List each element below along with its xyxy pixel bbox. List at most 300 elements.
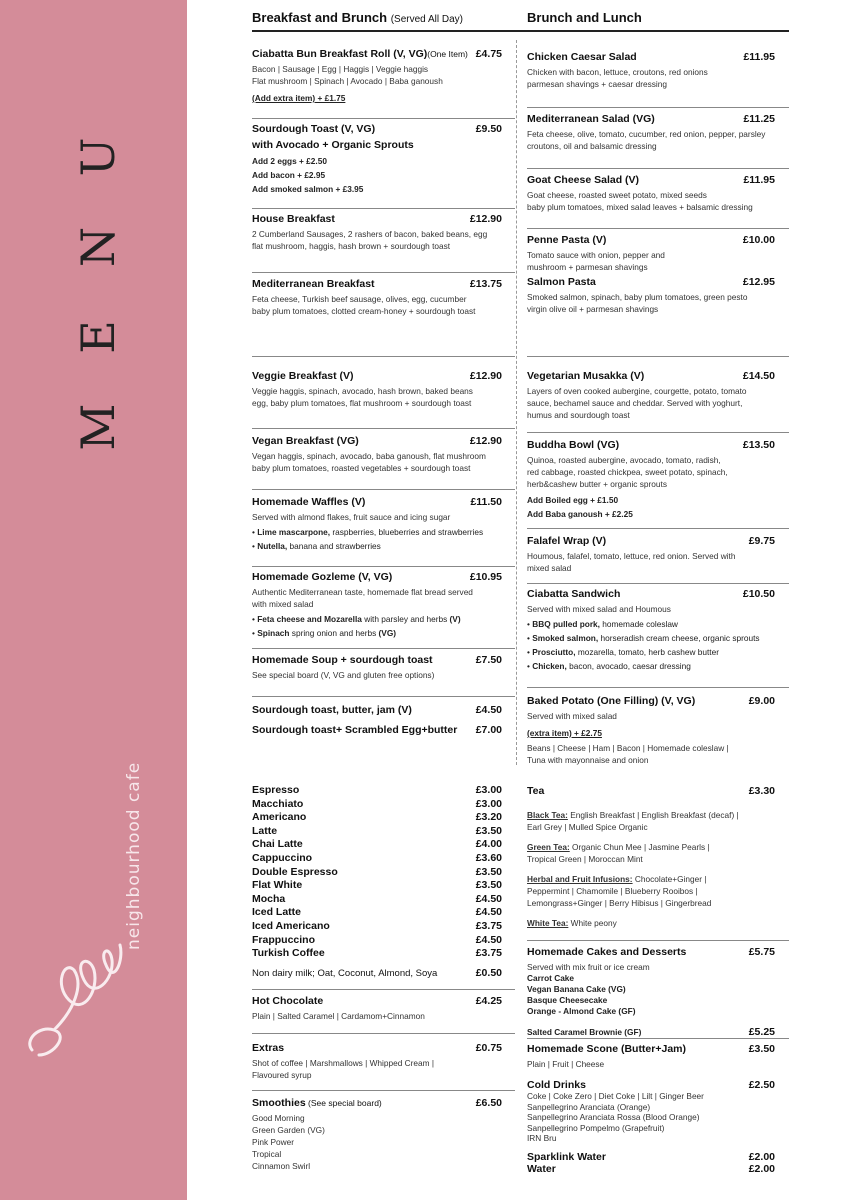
cake-name: Vegan Banana Cake (VG) [527,984,626,994]
menu-item-name: Goat Cheese Salad (V) [527,174,640,186]
menu-item-name: Sourdough Toast (V, VG) [252,123,376,135]
coffee-price: £3.50 [475,824,502,837]
menu-option-name: Prosciutto, [532,647,576,657]
menu-item-header [527,695,775,707]
tea-line [527,917,775,929]
menu-item-name: Penne Pasta (V) [527,234,607,246]
coffee-price: £3.50 [475,879,502,892]
menu-item-header [527,370,775,382]
menu-item-header [527,51,775,63]
menu-item-name: Extras [252,1042,285,1054]
menu-item [527,174,775,213]
menu-item-name: Homemade Soup + sourdough toast [252,654,433,666]
coffee-row [252,838,502,852]
menu-item-price: £0.75 [475,1042,502,1054]
tea-line: Tropical Green | Moroccan Mint [527,854,643,864]
menu-item-name: Homemade Scone (Butter+Jam) [527,1043,687,1055]
menu-item-extra: Add Baba ganoush + £2.25 [527,509,633,519]
menu-item-price: £10.50 [742,588,775,600]
coffee-name: Espresso [252,784,300,796]
menu-option [252,612,502,626]
menu-item-note: (One Item) [427,49,468,59]
menu-item-price: £6.50 [475,1097,502,1109]
menu-item-name: Sourdough toast, butter, jam (V) [252,704,412,716]
menu-item-name: Vegetarian Musakka (V) [527,370,645,382]
menu-item [252,571,502,640]
menu-option-detail: homemade coleslaw [599,619,678,629]
right-heading: Brunch and Lunch [527,10,642,25]
menu-item-price: £13.75 [469,278,502,290]
menu-item-header [252,370,502,382]
menu-item-name: Homemade Waffles (V) [252,496,366,508]
menu-item-description: Feta cheese, Turkish beef sausage, olives, egg, cucumber [252,294,467,304]
menu-option-name: Feta cheese and Mozarella [257,614,362,624]
coffee-price: £3.75 [475,919,502,932]
coffee-price: £3.60 [475,851,502,864]
menu-item-header [527,1043,775,1055]
coffee-name: Americano [252,811,307,824]
menu-item-name: Veggie Breakfast (V) [252,370,354,382]
section-rule [527,528,789,529]
menu-item-name: Tea [527,785,545,797]
menu-item-name: Ciabatta Sandwich [527,588,621,600]
menu-item-description: Veggie haggis, spinach, avocado, hash brown, baked beans [252,386,473,396]
menu-item-price: £9.75 [748,535,775,547]
tea-group [527,917,775,929]
menu-item-extra: Add bacon + £2.95 [252,170,326,180]
section-rule [527,107,789,108]
section-rule [252,1090,515,1091]
coffee-row [252,811,502,825]
menu-item-price: £4.75 [475,48,502,60]
menu-option-name: BBQ pulled pork, [532,619,600,629]
tea-group-label: Black Tea: [527,810,568,820]
brand-logo-script [14,930,134,1080]
menu-item-description: baby plum tomatoes, roasted vegetables + sourdough toast [252,463,471,473]
coffee-name: Iced Americano [252,919,330,932]
menu-item-name: Mediterranean Breakfast [252,278,375,290]
coffee-row [252,866,502,880]
section-rule [252,428,515,429]
section-rule [527,432,789,433]
menu-item-description: Tuna with mayonnaise and onion [527,755,649,765]
menu-option [527,631,775,645]
menu-item-name: Homemade Cakes and Desserts [527,946,687,958]
menu-item [527,370,775,421]
menu-item-price: £9.00 [748,695,775,707]
tea-group [527,873,775,909]
section-rule [252,648,515,649]
menu-item-description: Bacon | Sausage | Egg | Haggis | Veggie haggis [252,64,429,74]
menu-item-header [252,1097,502,1109]
coffee-price: £4.50 [475,906,502,919]
menu-item-name: Cold Drinks [527,1079,586,1091]
section-rule [527,228,789,229]
menu-item-description: Goat cheese, roasted sweet potato, mixed seeds [527,190,707,200]
coffee-name: Cappuccino [252,851,313,864]
section-rule [252,696,515,697]
coffee-row [252,784,502,798]
menu-item-description: Layers of oven cooked aubergine, courgette, potato, tomato [527,386,747,396]
left-heading [252,10,463,25]
water-name: Sparklink Water [527,1151,606,1163]
menu-item [252,654,502,681]
menu-item [527,695,775,766]
menu-item-header [252,704,502,716]
cold-drink: IRN Bru [527,1133,557,1143]
menu-item-description: croutons, oil and balsamic dressing [527,141,657,151]
menu-item-name: Baked Potato (One Filling) (V, VG) [527,695,696,707]
non-dairy-price: £0.50 [475,966,502,979]
tea-group-label: White Tea: [527,918,569,928]
tea-group-text: Organic Chun Mee | Jasmine Pearls | [569,842,710,852]
menu-item-description: 2 Cumberland Sausages, 2 rashers of bacon, baked beans, egg [252,229,488,239]
menu-item-description: parmesan shavings + caesar dressing [527,79,667,89]
menu-item-header [527,1079,775,1091]
menu-item-price: £12.90 [469,213,502,225]
cold-drink: Coke | Coke Zero | Diet Coke | Lilt | Ginger Beer [527,1091,704,1101]
menu-item-price: £12.90 [469,370,502,382]
cakes-item [527,946,775,1039]
menu-item-description: Served with mix fruit or ice cream [527,962,650,972]
hot-chocolate-item [252,995,502,1022]
menu-option-detail: spring onion and herbs [289,628,379,638]
sidebar [0,0,187,1200]
menu-item [252,48,502,105]
tea-line: Peppermint | Chamomile | Blueberry Rooibos | [527,886,698,896]
coffee-price: £4.50 [475,892,502,905]
menu-option-detail: mozarella, tomato, herb cashew butter [575,647,719,657]
menu-option [527,659,775,673]
menu-item-header [252,435,502,447]
coffee-name: Latte [252,824,278,837]
menu-item-description: Chicken with bacon, lettuce, croutons, red onions [527,67,708,77]
extras-item [252,1042,502,1081]
tea-group-text: English Breakfast | English Breakfast (decaf) | [567,810,739,820]
coffee-row [252,906,502,920]
menu-item-extra: Add smoked salmon + £3.95 [252,184,364,194]
menu-item-name: Homemade Gozleme (V, VG) [252,571,393,583]
menu-item-description: Authentic Mediterranean taste, homemade flat bread served [252,587,473,597]
coffee-price: £3.20 [475,811,502,824]
menu-item-description: Pink Power [252,1137,294,1147]
menu-option-name: Spinach [257,628,290,638]
menu-item [527,276,775,315]
section-rule [252,118,515,119]
cold-drink: Sanpellegrino Aranciata Rossa (Blood Orange) [527,1112,700,1122]
menu-item [527,51,775,90]
cold-drink: Sanpellegrino Pompelmo (Grapefruit) [527,1122,665,1133]
water-list [527,1151,775,1175]
coffee-name: Frappuccino [252,933,316,946]
menu-item-header [252,496,502,508]
menu-item-price: £4.25 [475,995,502,1007]
column-divider [516,40,517,765]
section-rule [527,356,789,357]
menu-item-description: Vegan haggis, spinach, avocado, baba ganoush, flat mushroom [252,451,486,461]
menu-option-detail: banana and strawberries [287,541,381,551]
menu-item-description: Flavoured syrup [252,1070,312,1080]
menu-item-description: mushroom + parmesan shavings [527,262,648,272]
section-rule [252,489,515,490]
menu-item-desc-block [527,1058,775,1070]
section-rule [252,566,515,567]
menu-item [252,370,502,409]
menu-item [527,588,775,673]
menu-option-detail: raspberries, blueberries and strawberries [330,527,484,537]
menu-item-description: virgin olive oil + parmesan shavings [527,304,659,314]
menu-item-name: Chicken Caesar Salad [527,51,637,63]
menu-item-price: £14.50 [742,370,775,382]
cold-drinks-item [527,1079,775,1144]
coffee-name: Macchiato [252,797,304,810]
coffee-row [252,825,502,839]
menu-item-header [252,995,502,1007]
menu-option-tag: (V) [449,614,461,624]
menu-item-name: Smoothies (See special board) [252,1097,382,1109]
menu-item-name: Ciabatta Bun Breakfast Roll (V, VG)(One Item) [252,48,468,60]
menu-item-price: £13.50 [742,439,775,451]
menu-item-header [527,439,775,451]
section-rule [527,687,789,688]
menu-item-header [252,48,502,60]
section-rule [252,272,515,273]
tea-group-label: Green Tea: [527,842,570,852]
menu-item-description: Good Morning [252,1113,305,1123]
menu-option-name: Chicken, [532,661,567,671]
menu-item-description: Tropical [252,1149,282,1159]
menu-item-description: mixed salad [527,563,572,573]
menu-item-description: baby plum tomatoes, clotted cream-honey + sourdough toast [252,306,476,316]
menu-item-name: Vegan Breakfast (VG) [252,435,359,447]
menu-item [527,234,775,273]
menu-option [252,525,502,539]
menu-item-fillings [527,742,775,766]
tea-group [527,841,775,865]
water-name: Water [527,1163,556,1175]
menu-item-price: £3.30 [748,785,775,797]
section-rule [527,583,789,584]
coffee-row [252,879,502,893]
menu-item-price: £4.50 [475,704,502,716]
menu-item-description: red cabbage, roasted chickpea, sweet potato, spinach, [527,467,728,477]
coffee-row [252,934,502,948]
menu-item-desc-block [252,1112,502,1172]
menu-item-description: flat mushroom, haggis, hash brown + sourdough toast [252,241,451,251]
menu-item-desc-block [252,1010,502,1022]
coffee-name: Mocha [252,892,286,905]
menu-item-header [527,946,775,958]
cake-name: Orange - Almond Cake (GF) [527,1006,636,1016]
menu-item-extras [252,154,502,196]
menu-item-extra: Add Boiled egg + £1.50 [527,495,619,505]
section-rule [252,989,515,990]
menu-item [252,435,502,474]
coffee-price: £3.75 [475,947,502,960]
menu-item-description: egg, baby plum tomatoes, flat mushroom + sourdough toast [252,398,472,408]
brownie-row [527,1025,775,1039]
brand-tagline: neighbourhood cafe [124,761,144,950]
menu-item-options [527,617,775,673]
cold-drinks-list [527,1091,775,1144]
menu-item-price: £5.75 [748,946,775,958]
menu-item-header [527,588,775,600]
cake-list [527,973,775,1017]
menu-item-name: Falafel Wrap (V) [527,535,607,547]
coffee-price: £3.00 [475,784,502,796]
menu-letter: E [71,320,125,354]
menu-item-header [252,1042,502,1054]
menu-item-description: Houmous, falafel, tomato, lettuce, red onion. Served with [527,551,736,561]
menu-title [63,82,133,462]
menu-item-header [252,278,502,290]
menu-item-description: Green Garden (VG) [252,1125,325,1135]
menu-item-header [527,535,775,547]
menu-item-header [252,724,502,736]
menu-item-name: Salmon Pasta [527,276,596,288]
menu-item-description: Smoked salmon, spinach, baby plum tomatoes, green pesto [527,292,748,302]
coffee-name: Iced Latte [252,906,302,919]
menu-option-detail: with parsley and herbs [361,614,450,624]
menu-item-desc-block [252,1057,502,1081]
menu-item [252,278,502,317]
menu-letter: U [71,137,125,177]
tea-line: Lemongrass+Ginger | Berry Hibisus | Gingerbread [527,898,712,908]
menu-item-price: £11.25 [743,113,775,125]
menu-option-detail: horseradish cream cheese, organic sprouts [598,633,760,643]
tea-item [527,785,775,929]
left-heading-note: (Served All Day) [390,14,463,25]
menu-item-extra: Add 2 eggs + £2.50 [252,156,327,166]
heading-rule [252,30,789,32]
tea-line [527,873,775,885]
menu-item-header [527,234,775,246]
tea-line: Earl Grey | Mulled Spice Organic [527,822,648,832]
menu-option [527,617,775,631]
section-rule [252,1033,515,1034]
menu-letter: N [71,226,125,268]
menu-item-price: £10.00 [742,234,775,246]
menu-item-header [527,276,775,288]
menu-item-note: (See special board) [305,1098,382,1108]
scone-item [527,1043,775,1070]
tea-group-text: White peony [568,918,617,928]
menu-item [527,535,775,574]
menu-item-price: £7.50 [475,654,502,666]
menu-item-description: Served with almond flakes, fruit sauce and icing sugar [252,512,451,522]
smoothies-item [252,1097,502,1172]
menu-option-tag: (VG) [378,628,397,638]
menu-item-price: £3.50 [748,1043,775,1055]
menu-item-options [252,612,502,640]
menu-item [252,724,502,736]
water-row [527,1151,775,1163]
non-dairy-row [252,967,502,981]
coffee-row [252,893,502,907]
menu-item-description: See special board (V, VG and gluten free options) [252,670,435,680]
menu-item-price: £7.00 [475,724,502,736]
coffee-price: £4.50 [475,933,502,946]
menu-item-description: herb&cashew butter + organic sprouts [527,479,667,489]
menu-item-description: with mixed salad [252,599,314,609]
menu-option [252,539,502,553]
cold-drink: Sanpellegrino Aranciata (Orange) [527,1101,651,1112]
menu-item-name: House Breakfast [252,213,335,225]
menu-item-extra: (extra item) + £2.75 [527,728,602,738]
coffee-row [252,798,502,812]
menu-item-extras [527,493,775,521]
tea-line [527,809,775,821]
coffee-list [252,784,502,980]
water-price: £2.00 [748,1163,775,1175]
coffee-price: £4.00 [475,838,502,851]
menu-item [252,496,502,553]
menu-item-header [252,123,502,135]
menu-item [252,213,502,252]
coffee-row [252,947,502,961]
menu-item-name: Sourdough toast+ Scrambled Egg+butter [252,724,458,736]
tea-line [527,841,775,853]
menu-item-name: Mediterranean Salad (VG) [527,113,655,125]
menu-item-price: £10.95 [469,571,502,583]
menu-item-subtitle: with Avocado + Organic Sprouts [252,139,414,151]
menu-item-options [252,525,502,553]
coffee-name: Turkish Coffee [252,947,325,960]
coffee-row [252,852,502,866]
menu-item-price: £11.95 [743,51,775,63]
section-rule [527,1038,789,1039]
water-price: £2.00 [748,1151,775,1163]
non-dairy-text: Non dairy milk; Oat, Coconut, Almond, Soya [252,967,438,979]
menu-item-description: Tomato sauce with onion, pepper and [527,250,665,260]
left-heading-title: Breakfast and Brunch [252,10,388,25]
menu-item-description: Quinoa, roasted aubergine, avocado, tomato, radish, [527,455,721,465]
tea-group-label: Herbal and Fruit Infusions: [527,874,633,884]
menu-item [252,704,502,716]
menu-item-description: Beans | Cheese | Ham | Bacon | Homemade coleslaw | [527,743,729,753]
menu-item-description: Cinnamon Swirl [252,1161,311,1171]
menu-item-description: baby plum tomatoes, mixed salad leaves + balsamic dressing [527,202,753,212]
menu-item-header [252,213,502,225]
menu-item [252,123,502,196]
section-rule [252,356,515,357]
menu-item [527,439,775,521]
menu-item-price: £11.95 [743,174,775,186]
coffee-name: Chai Latte [252,838,303,851]
section-rule [527,940,789,941]
brownie-price: £5.25 [748,1026,775,1038]
menu-item-description: Feta cheese, olive, tomato, cucumber, red onion, pepper, parsley [527,129,766,139]
menu-item-header [252,654,502,666]
coffee-row [252,920,502,934]
menu-option-name: Lime mascarpone, [257,527,331,537]
menu-option-detail: bacon, avocado, caesar dressing [566,661,691,671]
tea-group-text: Chocolate+Ginger | [632,874,707,884]
menu-item-header [527,174,775,186]
menu-letter: M [71,403,125,451]
menu-item-description: Served with mixed salad [527,711,617,721]
section-rule [527,168,789,169]
menu-option [252,626,502,640]
cake-name: Carrot Cake [527,973,575,983]
menu-item-price: £12.90 [469,435,502,447]
menu-item-description: Plain | Fruit | Cheese [527,1059,605,1069]
section-rule [252,208,515,209]
menu-item-description: sauce, bechamel sauce and cheddar. Served with yoghurt, [527,398,743,408]
menu-item-header [527,113,775,125]
coffee-name: Double Espresso [252,865,338,878]
menu-option-name: Smoked salmon, [532,633,599,643]
